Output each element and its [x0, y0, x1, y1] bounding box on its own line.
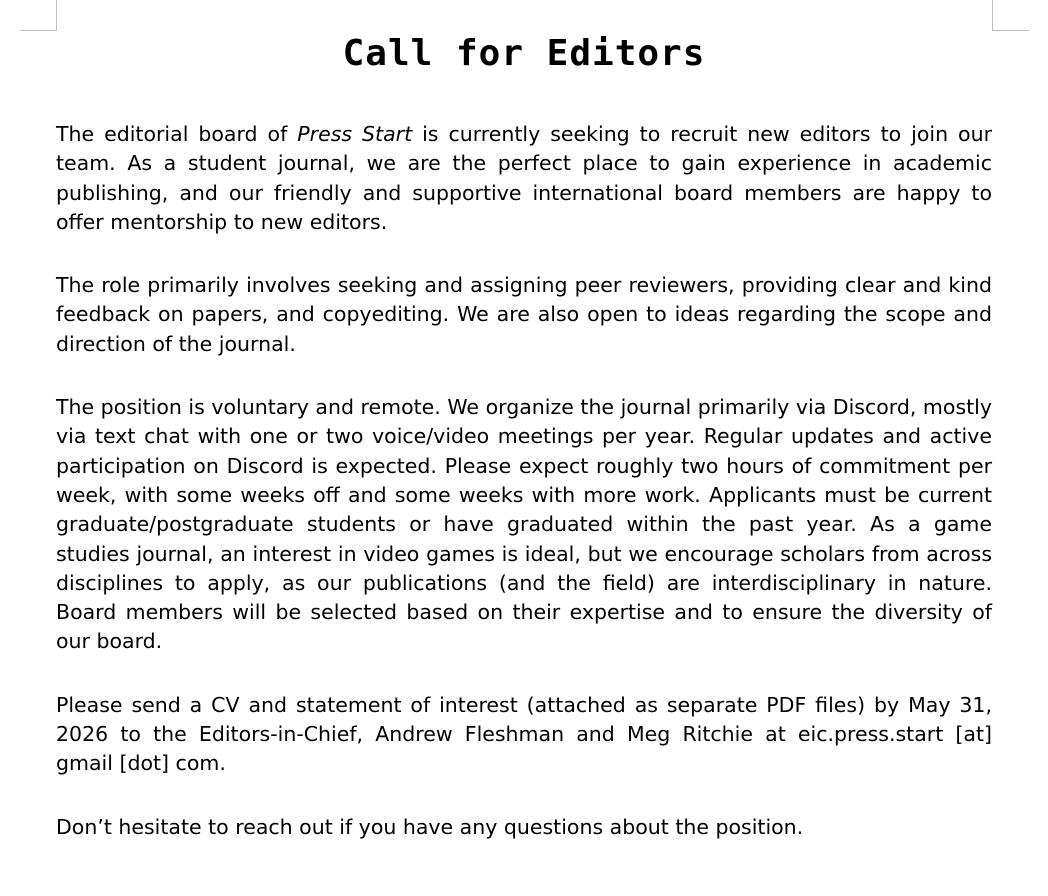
journal-name: Press Start — [297, 122, 413, 146]
paragraph-intro-rest: is currently seeking to recruit new editors to join our team. As a student journal, we are the perfect place to gain experience in academic publishing, and our friendly and supportive international board members are happy to offer mentorship to new editors. — [56, 122, 993, 234]
document-title: Call for Editors — [342, 33, 706, 74]
document-body — [56, 120, 992, 876]
left-margin-corner-mark — [20, 0, 57, 31]
paragraph-position: The position is voluntary and remote. We organize the journal primarily via Discord, mostly via text chat with one or two voice/video meetings per year. Regular updates and active participation on Discord is expected. Please expect roughly two hours of commitment per week, with some weeks off and some weeks with more work. Applicants must be current graduate/postgraduate students or have graduated within the past year. As a game studies journal, an interest in video games is ideal, but we encourage scholars from across disciplines to apply, as our publications (and the field) are interdisciplinary in nature. Board members will be selected based on their expertise and to ensure the diversity of our board. — [56, 395, 992, 654]
right-margin-corner-mark — [992, 0, 1029, 31]
paragraph-application: Please send a CV and statement of interest (attached as separate PDF files) by May 31, 2026 to the Editors-in-Chief, Andrew Fleshman and Meg Ritchie at eic.press.start [at] gmail [dot] com. — [56, 692, 992, 776]
paragraph-intro-lead: The editorial board of — [56, 122, 298, 146]
paragraph-intro — [56, 120, 992, 237]
paragraph-contact: Don’t hesitate to reach out if you have any questions about the position. — [56, 814, 804, 839]
paragraph-role: The role primarily involves seeking and assigning peer reviewers, providing clear and kind feedback on papers, and copyediting. We are also open to ideas regarding the scope and direction of the journal. — [56, 273, 992, 356]
